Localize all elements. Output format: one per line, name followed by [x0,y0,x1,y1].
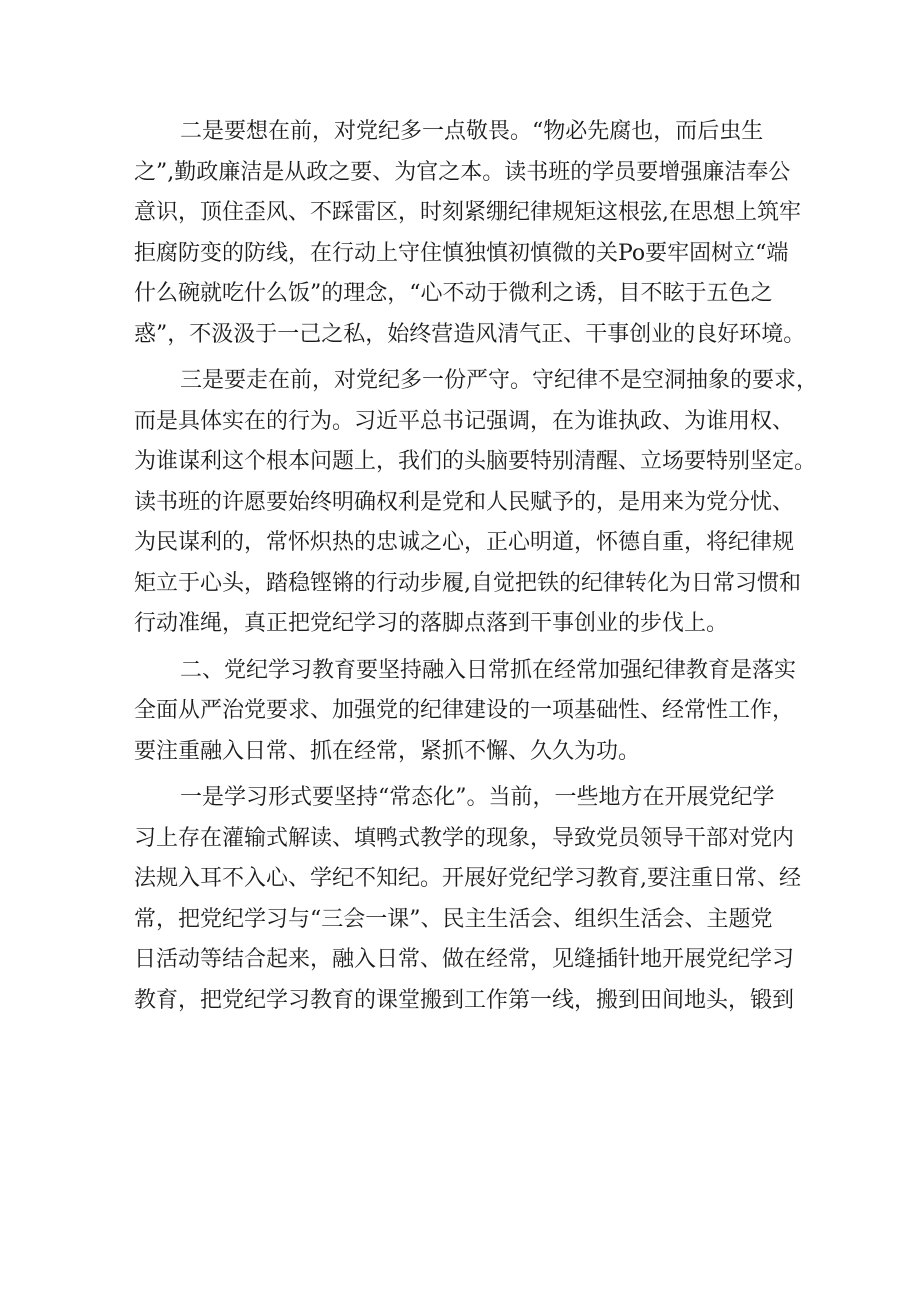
text-line: 意识，顶住歪风、不踩雷区，时刻紧绷纪律规矩这根弦,在思想上筑牢 [134,200,801,225]
document-body [134,112,819,1021]
text-line: 一是学习形式要坚持“常态化”。当前，一些地方在开展党纪学 [180,785,775,810]
text-line: 三是要走在前，对党纪多一份严守。守纪律不是空洞抽象的要求， [180,368,819,393]
paragraph-2 [134,361,819,645]
text-line: 惑”，不汲汲于一己之私，始终营造风清气正、干事创业的良好环境。 [134,321,806,347]
paragraph-3 [134,651,796,773]
text-line: 矩立于心头，踏稳铿锵的行动步履,自觉把铁的纪律转化为日常习惯和 [134,570,801,596]
text-line: 全面从严治党要求、加强党的纪律建设的一项基础性、经常性工作， [134,698,795,723]
text-line: 为谁谋利这个根本问题上，我们的头脑要特别清醒、立场要特别坚定。 [134,449,817,474]
text-line: 为民谋利的，常怀炽热的忠诚之心，正心明道，怀德自重，将纪律规 [134,530,795,555]
text-line: 习上存在灌输式解读、填鸭式教学的现象，导致党员领导干部对党内 [134,825,795,851]
text-line: 什么碗就吃什么饭”的理念，“心不动于微利之诱，目不眩于五色之 [134,281,773,306]
text-line: 日活动等结合起来，融入日常、做在经常，见缝插针地开展党纪学习 [134,947,795,972]
text-line: 读书班的许愿要始终明确权利是党和人民赋予的，是用来为党分忧、 [134,489,795,515]
text-line: 法规入耳不入心、学纪不知纪。开展好党纪学习教育,要注重日常、经 [134,866,801,891]
text-line: 要注重融入日常、抓在经常，紧抓不懈、久久为功。 [134,738,641,764]
text-line: 而是具体实在的行为。习近平总书记强调，在为谁执政、为谁用权、 [134,408,795,434]
text-line: 拒腐防变的防线，在行动上守住慎独慎初慎微的关Po要牢固树立“端 [134,240,789,266]
paragraph-4 [134,778,801,1021]
text-line: 常，把党纪学习与“三会一课”、民主生活会、组织生活会、主题党 [134,906,773,932]
text-line: 之”,勤政廉洁是从政之要、为官之本。读书班的学员要增强廉洁奉公 [134,159,791,185]
paragraph-1 [134,112,806,355]
text-line: 二是要想在前，对党纪多一点敬畏。“物必先腐也，而后虫生 [180,119,764,144]
text-line: 行动准绳，真正把党纪学习的落脚点落到干事创业的步伐上。 [134,611,729,636]
section-heading-line: 二、党纪学习教育要坚持融入日常抓在经常加强纪律教育是落实 [180,657,797,683]
text-line: 教育，把党纪学习教育的课堂搬到工作第一线，搬到田间地头，锻到 [134,987,795,1013]
